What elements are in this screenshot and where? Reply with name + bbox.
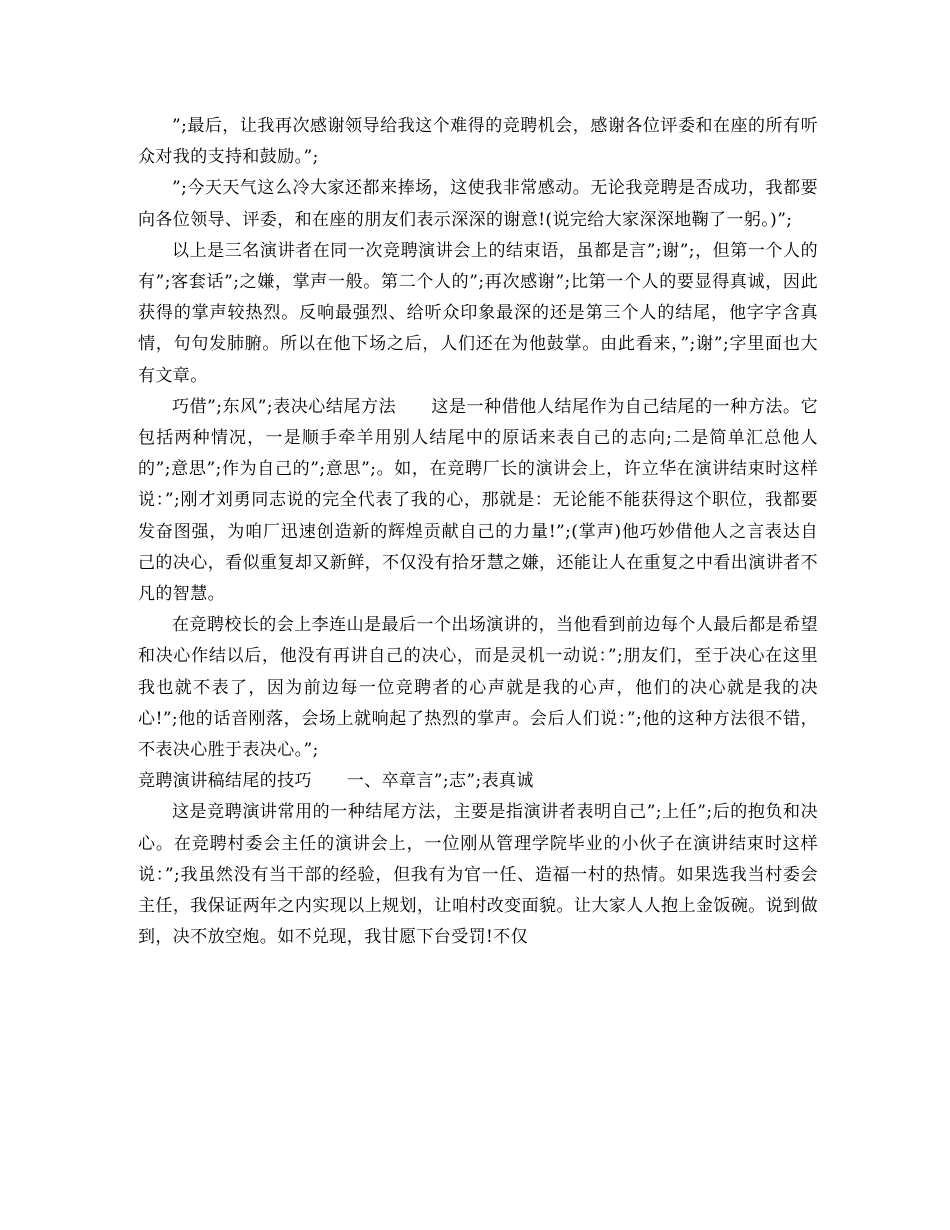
paragraph-li-lianshan: 在竞聘校长的会上李连山是最后一个出场演讲的，当他看到前边每个人最后都是希望和决心作结以后，他没有再讲自己的决心，而是灵机一动说：”;朋友们，至于决心在这里我也就不表了，因为前边每一位竞聘者的心声就是我的心声，他们的决心就是我的决心!”;他的话音刚落，会场上就响起了热烈的掌声。会后人们说：”;他的这种方法很不错，不表决心胜于表决心。”; [138,615,818,761]
paragraph-cold-weather-thanks: ”;今天天气这么冷大家还都来捧场，这使我非常感动。无论我竞聘是否成功，我都要向各位领导、评委，和在座的朋友们表示深深的谢意!(说完给大家深深地鞠了一躬。)”; [138,178,818,230]
paragraph-borrow-east-wind: 巧借”;东风”;表决心结尾方法 这是一种借他人结尾作为自己结尾的一种方法。它包括两种情况，一是顺手牵羊用别人结尾中的原话来表自己的志向;二是简单汇总他人的”;意思”;作为自己的”;意思”;。如，在竞聘厂长的演讲会上，许立华在演讲结束时这样说：”;刚才刘勇同志说的完全代表了我的心，那就是：无论能不能获得这个职位，我都要发奋图强，为咱厂迅速创造新的辉煌贡献自己的力量!”;(掌声)他巧妙借他人之言表达自己的决心，看似重复却又新鲜，不仅没有拾牙慧之嫌，还能让人在重复之中看出演讲者不凡的智慧。 [138,396,818,605]
paragraph-closing-thanks: ”;最后，让我再次感谢领导给我这个难得的竞聘机会，感谢各位评委和在座的所有听众对我的支持和鼓励。”; [138,116,818,168]
section-heading: 竞聘演讲稿结尾的技巧 一、卒章言”;志”;表真诚 [138,771,534,792]
paragraph-comparison: 以上是三名演讲者在同一次竞聘演讲会上的结束语，虽都是言”;谢”;，但第一个人的有”;客套话”;之嫌，掌声一般。第二个人的”;再次感谢”;比第一个人的要显得真诚，因此获得的掌声较热烈。反响最强烈、给听众印象最深的还是第三个人的结尾，他字字含真情，句句发肺腑。所以在他下场之后，人们还在为他鼓掌。由此看来，”;谢”;字里面也大有文章。 [138,240,818,386]
paragraph-express-ambition: 这是竞聘演讲常用的一种结尾方法，主要是指演讲者表明自己”;上任”;后的抱负和决心。在竞聘村委会主任的演讲会上，一位刚从管理学院毕业的小伙子在演讲结束时这样说：”;我虽然没有当干部的经验，但我有为官一任、造福一村的热情。如果选我当村委会主任，我保证两年之内实现以上规划，让咱村改变面貌。让大家人人抱上金饭碗。说到做到，决不放空炮。如不兑现，我甘愿下台受罚!不仅 [138,802,818,948]
document-body [138,111,818,953]
